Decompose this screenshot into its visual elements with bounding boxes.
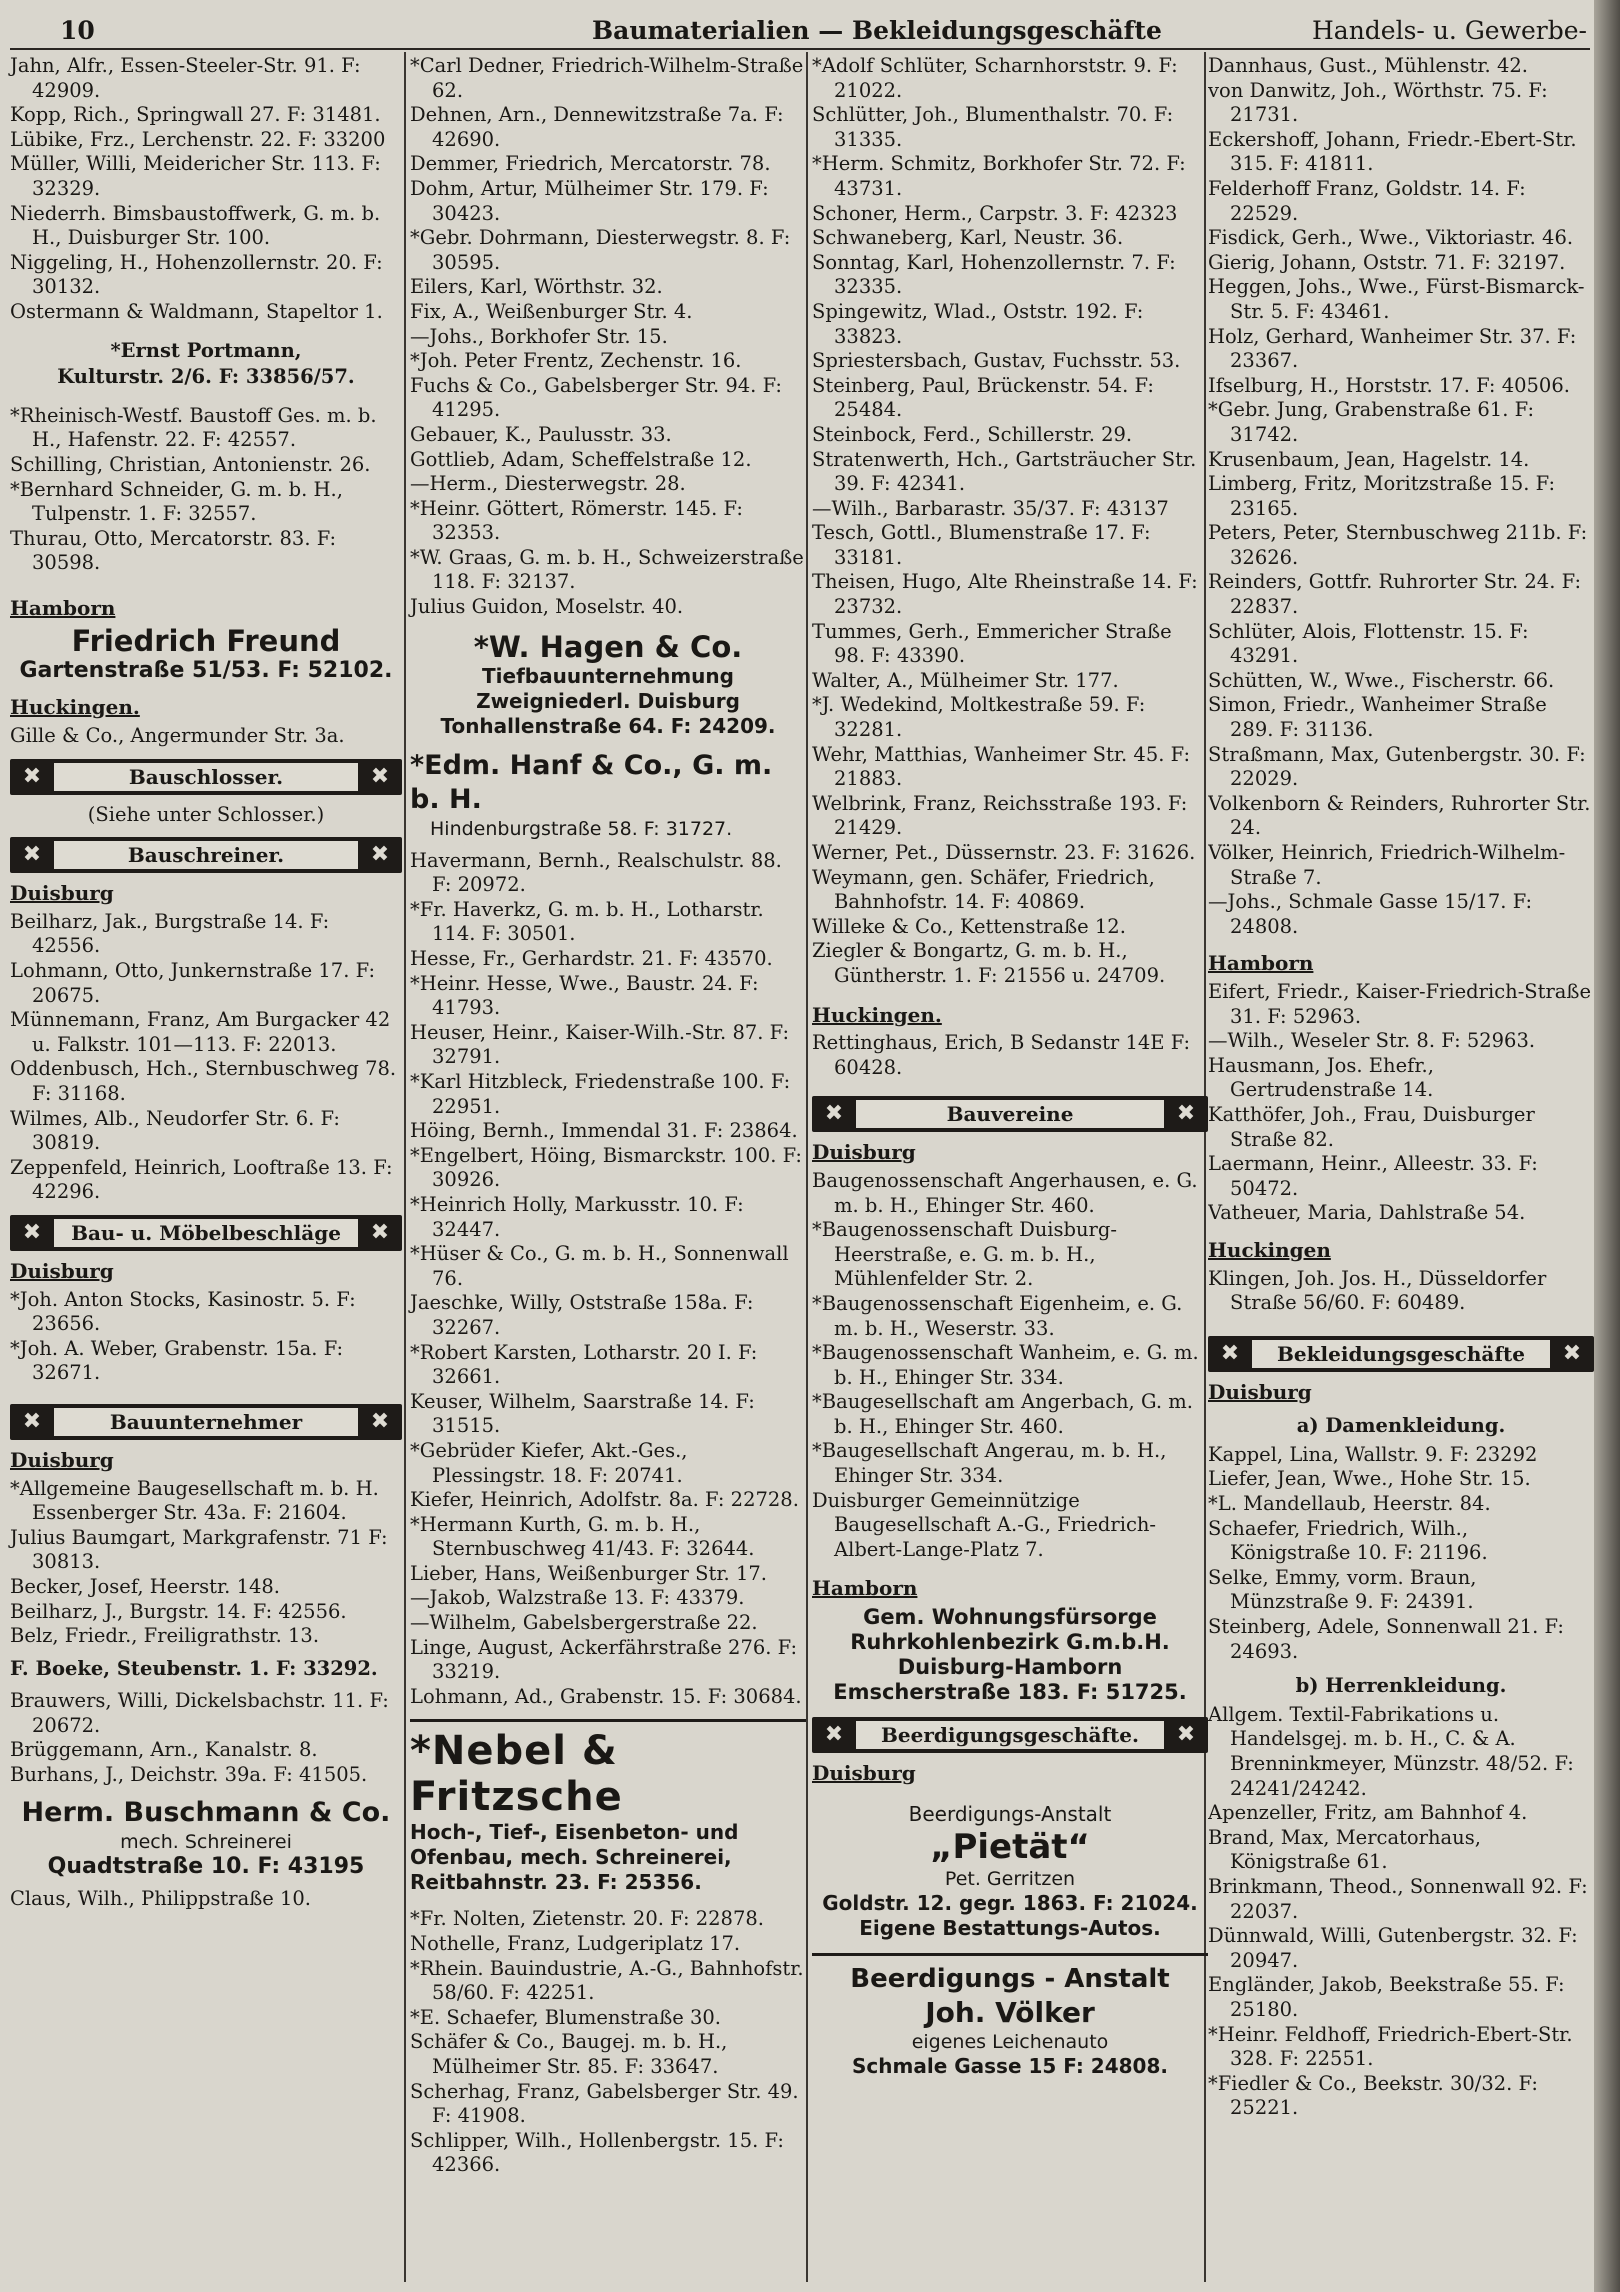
list-item: Schaefer, Friedrich, Wilh., Königstraße 10. F: 21196. (1208, 1516, 1488, 1565)
entry-list (10, 1288, 402, 1386)
list-item: Oddenbusch, Hch., Sternbuschweg 78. F: 31168. (10, 1057, 397, 1105)
ad-name: *W. Hagen & Co. (473, 629, 743, 664)
list-item: Lübike, Frz., Lerchenstr. 22. F: 33200 (10, 127, 386, 151)
entry-list (10, 1689, 402, 1787)
list-item: Julius Baumgart, Markgrafenstr. 71 F: 30813. (10, 1525, 388, 1574)
subsection-heading: a) Damenkleidung. (1296, 1414, 1506, 1438)
list-item: Brüggemann, Arn., Kanalstr. 8. (10, 1738, 318, 1762)
list-item: Ziegler & Bongartz, G. m. b. H., Güntherstr. 1. F: 21556 u. 24709. (812, 939, 1166, 987)
city-heading: Huckingen. (10, 695, 140, 720)
list-item: Höing, Bernh., Immendal 31. F: 23864. (410, 1119, 798, 1143)
list-item: Volkenborn & Reinders, Ruhrorter Str. 24. (1208, 791, 1591, 840)
list-item: —Wilh., Weseler Str. 8. F: 52963. (1208, 1029, 1536, 1053)
list-item: Becker, Josef, Heerstr. 148. (10, 1574, 280, 1598)
list-item: Schlütter, Joh., Blumenthalstr. 70. F: 31335. (812, 103, 1174, 151)
portmann-address: Kulturstr. 2/6. F: 33856/57. (57, 365, 355, 389)
section-title: Bekleidungsgeschäfte (1252, 1340, 1550, 1368)
list-item: —Wilh., Barbarastr. 35/37. F: 43137 (812, 496, 1169, 520)
list-item: *Fiedler & Co., Beekstr. 30/32. F: 25221. (1208, 2071, 1538, 2120)
list-item: Fuchs & Co., Gabelsberger Str. 94. F: 41295. (410, 373, 782, 422)
column-3 (812, 54, 1208, 2091)
ad-line: Zweigniederl. Duisburg (476, 688, 740, 713)
entry-list (10, 404, 402, 576)
list-item: —Johs., Schmale Gasse 15/17. F: 24808. (1208, 890, 1533, 938)
list-item: Jaeschke, Willy, Oststraße 158a. F: 32267. (410, 1291, 754, 1339)
section-header-beschlaege (10, 1215, 402, 1251)
list-item: *Joh. Peter Frentz, Zechenstr. 16. (410, 349, 742, 373)
list-item: Vatheuer, Maria, Dahlstraße 54. (1208, 1201, 1526, 1225)
section-title: Bauschreiner. (54, 841, 358, 869)
list-item: —Jakob, Walzstraße 13. F: 43379. (410, 1586, 745, 1610)
list-item: Simon, Friedr., Wanheimer Straße 289. F: 31136. (1208, 693, 1547, 742)
list-item: Claus, Wilh., Philippstraße 10. (10, 1886, 311, 1910)
ad-hagen (410, 630, 806, 739)
list-item: *Joh. A. Weber, Grabenstr. 15a. F: 32671. (10, 1336, 344, 1385)
ornament-icon: ✖ (370, 1408, 390, 1434)
list-item: *Adolf Schlüter, Scharnhorststr. 9. F: 21022. (812, 54, 1178, 102)
list-item: Allgem. Textil-Fabrikations u. Handelsgej. m. b. H., C. & A. Brenninkmeyer, Münzstr. 48/52. F: 24241/24242. (1208, 1702, 1574, 1800)
section-header-bauvereine (812, 1096, 1208, 1132)
list-item: Jahn, Alfr., Essen-Steeler-Str. 91. F: 42909. (10, 54, 361, 102)
list-item: *Heinr. Göttert, Römerstr. 145. F: 32353. (410, 496, 743, 545)
list-item: *Rheinisch-Westf. Baustoff Ges. m. b. H., Hafenstr. 22. F: 42557. (10, 403, 377, 452)
list-item: Gebauer, K., Paulusstr. 33. (410, 422, 672, 446)
list-item: Fix, A., Weißenburger Str. 4. (410, 299, 693, 323)
list-item: Peters, Peter, Sternbuschweg 211b. F: 32626. (1208, 521, 1588, 569)
list-item: Heggen, Johs., Wwe., Fürst-Bismarck-Str. 5. F: 43461. (1208, 275, 1585, 323)
list-item: Limberg, Fritz, Moritzstraße 15. F: 23165. (1208, 472, 1556, 520)
list-item: Eckershoff, Johann, Friedr.-Ebert-Str. 315. F: 41811. (1208, 127, 1577, 176)
ad-line: Tiefbauunternehmung (482, 663, 734, 688)
ad-name: „Pietät“ (930, 1826, 1090, 1867)
ad-address: Hindenburgstraße 58. F: 31727. (430, 817, 733, 840)
list-item: *Heinr. Feldhoff, Friedrich-Ebert-Str. 328. F: 22551. (1208, 2022, 1573, 2071)
ad-voelker (812, 1953, 1208, 2079)
list-item: Walter, A., Mülheimer Str. 177. (812, 668, 1119, 692)
running-title-right: Handels- u. Gewerbe- (1312, 16, 1587, 45)
list-item: Tesch, Gottl., Blumenstraße 17. F: 33181. (812, 521, 1151, 569)
ornament-icon: ✖ (22, 763, 42, 789)
list-item: *Fr. Haverkz, G. m. b. H., Lotharstr. 114. F: 30501. (410, 897, 764, 946)
list-item: Schlüter, Alois, Flottenstr. 15. F: 43291. (1208, 619, 1529, 668)
ad-name: Herm. Buschmann & Co. (21, 1796, 391, 1828)
list-item: Völker, Heinrich, Friedrich-Wilhelm-Straße 7. (1208, 841, 1566, 889)
entry-list (812, 1169, 1208, 1563)
list-item: Niederrh. Bimsbaustoffwerk, G. m. b. H., Duisburger Str. 100. (10, 201, 381, 250)
list-item: *Rhein. Bauindustrie, A.-G., Bahnhofstr. 58/60. F: 42251. (410, 1956, 804, 2005)
list-item: *Joh. Anton Stocks, Kasinostr. 5. F: 23656. (10, 1287, 356, 1336)
list-item: Niggeling, H., Hohenzollernstr. 20. F: 30132. (10, 250, 383, 299)
list-item: Wilmes, Alb., Neudorfer Str. 6. F: 30819. (10, 1106, 340, 1155)
entry-list (10, 54, 402, 325)
ad-line: Ruhrkohlenbezirk G.m.b.H. (850, 1630, 1170, 1655)
list-item: *Baugesellschaft Angerau, m. b. H., Ehinger Str. 334. (812, 1439, 1167, 1488)
list-item: Zeppenfeld, Heinrich, Looftraße 13. F: 42296. (10, 1155, 393, 1204)
entry-list (10, 1477, 402, 1649)
list-item: Keuser, Wilhelm, Saarstraße 14. F: 31515. (410, 1389, 755, 1438)
list-item: *Fr. Nolten, Zietenstr. 20. F: 22878. (410, 1907, 764, 1931)
list-item: Schütten, W., Wwe., Fischerstr. 66. (1208, 668, 1555, 692)
list-item: Hesse, Fr., Gerhardstr. 21. F: 43570. (410, 947, 773, 971)
list-item: Ostermann & Waldmann, Stapeltor 1. (10, 299, 383, 323)
cross-reference: (Siehe unter Schlosser.) (87, 802, 325, 826)
city-heading: Duisburg (812, 1140, 916, 1165)
list-item: Straßmann, Max, Gutenbergstr. 30. F: 22029. (1208, 742, 1586, 791)
section-title: Bau- u. Möbelbeschläge (54, 1219, 358, 1247)
list-item: von Danwitz, Joh., Wörthstr. 75. F: 21731. (1208, 78, 1548, 127)
ad-line: Emscherstraße 183. F: 51725. (833, 1680, 1187, 1705)
list-item: Welbrink, Franz, Reichsstraße 193. F: 21429. (812, 791, 1188, 840)
entry-list (410, 849, 806, 1710)
entry-list (410, 54, 806, 620)
list-item: Apenzeller, Fritz, am Bahnhof 4. (1208, 1801, 1528, 1825)
list-item: Brinkmann, Theod., Sonnenwall 92. F: 22037. (1208, 1874, 1588, 1923)
list-item: Kiefer, Heinrich, Adolfstr. 8a. F: 22728. (410, 1488, 799, 1512)
list-item: Eifert, Friedr., Kaiser-Friedrich-Straße 31. F: 52963. (1208, 979, 1592, 1028)
list-item: Kopp, Rich., Springwall 27. F: 31481. (10, 103, 381, 127)
city-heading: Duisburg (10, 881, 114, 906)
list-item: Baugenossenschaft Angerhausen, e. G. m. b. H., Ehinger Str. 460. (812, 1168, 1198, 1217)
entry-list (1208, 1703, 1594, 2121)
list-item: Lieber, Hans, Weißenburger Str. 17. (410, 1561, 767, 1585)
column-1 (10, 54, 402, 1911)
ad-line: Goldstr. 12. gegr. 1863. F: 21024. (822, 1890, 1198, 1915)
list-item: Gille & Co., Angermunder Str. 3a. (10, 724, 345, 748)
ornament-icon: ✖ (22, 842, 42, 868)
list-item: *Hermann Kurth, G. m. b. H., Sternbuschweg 41/43. F: 32644. (410, 1512, 755, 1561)
list-item: Brauwers, Willi, Dickelsbachstr. 11. F: 20672. (10, 1689, 389, 1737)
list-item: Dehnen, Arn., Dennewitzstraße 7a. F: 42690. (410, 103, 784, 151)
list-item: Felderhoff Franz, Goldstr. 14. F: 22529. (1208, 176, 1526, 225)
ad-buschmann (10, 1796, 402, 1879)
city-heading: Duisburg (10, 1447, 114, 1472)
list-item: Spingewitz, Wlad., Oststr. 192. F: 33823. (812, 299, 1144, 348)
list-item: Beilharz, Jak., Burgstraße 14. F: 42556. (10, 909, 330, 958)
ad-line: Schmale Gasse 15 F: 24808. (852, 2053, 1168, 2078)
section-header-bekleidung (1208, 1336, 1594, 1372)
list-item: *Hüser & Co., G. m. b. H., Sonnenwall 76. (410, 1242, 789, 1290)
subsection-heading: b) Herrenkleidung. (1295, 1674, 1507, 1698)
ad-name: *Nebel & Fritzsche (410, 1728, 623, 1821)
list-item: Beilharz, J., Burgstr. 14. F: 42556. (10, 1599, 347, 1623)
section-title: Bauvereine (856, 1100, 1164, 1128)
list-item: Werner, Pet., Düssernstr. 23. F: 31626. (812, 841, 1196, 864)
list-item: —Wilhelm, Gabelsbergerstraße 22. (410, 1611, 758, 1635)
list-item: *Baugenossenschaft Duisburg-Heerstraße, e. G. m. b. H., Mühlenfelder Str. 2. (812, 1218, 1117, 1291)
city-heading: Huckingen (1208, 1237, 1331, 1262)
list-item: Dannhaus, Gust., Mühlenstr. 42. (1208, 54, 1528, 77)
list-item: *Baugenossenschaft Eigenheim, e. G. m. b. H., Weserstr. 33. (812, 1291, 1183, 1340)
list-item: *Carl Dedner, Friedrich-Wilhelm-Straße 62. (410, 54, 804, 102)
list-item: Engländer, Jakob, Beekstraße 55. F: 25180. (1208, 1973, 1565, 2021)
entry-list (1208, 1443, 1594, 1664)
ornament-icon: ✖ (824, 1101, 844, 1127)
ornament-icon: ✖ (370, 1219, 390, 1245)
list-item: *Heinr. Hesse, Wwe., Baustr. 24. F: 41793. (410, 971, 759, 1020)
list-item: Demmer, Friedrich, Mercatorstr. 78. (410, 152, 771, 176)
city-heading: Hamborn (10, 595, 116, 620)
ad-line: Ofenbau, mech. Schreinerei, (410, 1845, 732, 1870)
list-item: Thurau, Otto, Mercatorstr. 83. F: 30598. (10, 526, 337, 575)
list-item: Selke, Emmy, vorm. Braun, Münzstraße 9. F: 24391. (1208, 1565, 1477, 1614)
list-item: Reinders, Gottfr. Ruhrorter Str. 24. F: 22837. (1208, 570, 1582, 619)
list-item: Tummes, Gerh., Emmericher Straße 98. F: 43390. (812, 619, 1172, 668)
page-number: 10 (60, 16, 95, 45)
ad-hanf (410, 749, 806, 841)
list-item: Sonntag, Karl, Hohenzollernstr. 7. F: 32335. (812, 250, 1176, 299)
ornament-icon: ✖ (1176, 1101, 1196, 1127)
list-item: Holz, Gerhard, Wanheimer Str. 37. F: 23367. (1208, 324, 1577, 373)
list-item: Krusenbaum, Jean, Hagelstr. 14. (1208, 447, 1530, 471)
list-item: Katthöfer, Joh., Frau, Duisburger Straße 82. (1208, 1102, 1535, 1151)
list-item: *Gebr. Jung, Grabenstraße 61. F: 31742. (1208, 398, 1535, 446)
city-heading: Hamborn (812, 1576, 918, 1601)
list-item: Theisen, Hugo, Alte Rheinstraße 14. F: 23732. (812, 570, 1198, 619)
list-item: *Robert Karsten, Lotharstr. 20 I. F: 32661. (410, 1340, 758, 1389)
ad-nebel-fritzsche (410, 1719, 806, 1895)
page-edge-shadow (1594, 0, 1620, 2292)
list-item: *W. Graas, G. m. b. H., Schweizerstraße 118. F: 32137. (410, 545, 804, 594)
ornament-icon: ✖ (1176, 1722, 1196, 1748)
ad-line: Eigene Bestattungs-Autos. (859, 1915, 1161, 1940)
ornament-icon: ✖ (824, 1722, 844, 1748)
list-item: *Herm. Schmitz, Borkhofer Str. 72. F: 43731. (812, 152, 1186, 200)
list-item: Schlipper, Wilh., Hollenbergstr. 15. F: 42366. (410, 2128, 784, 2177)
list-item: Liefer, Jean, Wwe., Hohe Str. 15. (1208, 1467, 1531, 1491)
city-heading: Duisburg (812, 1761, 916, 1786)
list-item: Schäfer & Co., Baugej. m. b. H., Mülheimer Str. 85. F: 33647. (410, 2030, 728, 2078)
ad-name: *Edm. Hanf & Co., G. m. b. H. (410, 749, 773, 815)
ad-address: Gartenstraße 51/53. F: 52102. (19, 658, 393, 684)
list-item: Willeke & Co., Kettenstraße 12. (812, 914, 1126, 938)
section-title: Beerdigungsgeschäfte. (856, 1721, 1164, 1749)
list-item: Burhans, J., Deichstr. 39a. F: 41505. (10, 1763, 368, 1787)
list-item: Gottlieb, Adam, Scheffelstraße 12. (410, 447, 752, 471)
list-item: Münnemann, Franz, Am Burgacker 42 u. Falkstr. 101—113. F: 22013. (10, 1008, 391, 1056)
list-item: *Allgemeine Baugesellschaft m. b. H. Essenberger Str. 43a. F: 21604. (10, 1476, 379, 1525)
entry-list (10, 910, 402, 1205)
list-item: Julius Guidon, Moselstr. 40. (410, 595, 684, 619)
city-heading: Hamborn (1208, 951, 1314, 976)
list-item: *L. Mandellaub, Heerstr. 84. (1208, 1492, 1491, 1516)
column-2 (410, 54, 806, 2178)
list-item: *J. Wedekind, Moltkestraße 59. F: 32281. (812, 693, 1146, 742)
list-item: Duisburger Gemeinnützige Baugesellschaft A.-G., Friedrich-Albert-Lange-Platz 7. (812, 1488, 1157, 1561)
list-item: Spriestersbach, Gustav, Fuchsstr. 53. (812, 349, 1181, 373)
section-header-bauunternehmer (10, 1404, 402, 1440)
list-item: Gierig, Johann, Oststr. 71. F: 32197. (1208, 250, 1566, 274)
column-divider (806, 52, 808, 2282)
column-divider (404, 52, 406, 2282)
list-item: *Baugenossenschaft Wanheim, e. G. m. b. H., Ehinger Str. 334. (812, 1341, 1199, 1389)
list-item: Stratenwerth, Hch., Gartsträucher Str. 39. F: 42341. (812, 447, 1197, 496)
ad-line: eigenes Leichenauto (911, 2030, 1109, 2053)
ad-name: Joh. Völker (925, 1995, 1095, 2029)
ad-wohnungsfuersorge (812, 1605, 1208, 1705)
list-item: Klingen, Joh. Jos. H., Düsseldorfer Straße 56/60. F: 60489. (1208, 1266, 1547, 1315)
list-item: Weymann, gen. Schäfer, Friedrich, Bahnhofstr. 14. F: 40869. (812, 865, 1155, 914)
ad-line: Tonhallenstraße 64. F: 24209. (440, 713, 776, 738)
section-header-bauschreiner (10, 837, 402, 873)
list-item: *Karl Hitzbleck, Friedenstraße 100. F: 22951. (410, 1070, 791, 1118)
entry-list (1208, 54, 1594, 939)
ornament-icon: ✖ (1220, 1340, 1240, 1366)
ad-line: Beerdigungs - Anstalt (850, 1963, 1170, 1994)
list-item: Steinbock, Ferd., Schillerstr. 29. (812, 422, 1133, 446)
list-item: Steinberg, Paul, Brückenstr. 54. F: 25484. (812, 373, 1154, 422)
ad-subtitle: mech. Schreinerei (120, 1830, 292, 1853)
ornament-icon: ✖ (1562, 1340, 1582, 1366)
list-item: Lohmann, Otto, Junkernstraße 17. F: 20675. (10, 959, 376, 1007)
ad-line: Hoch-, Tief-, Eisenbeton- und (410, 1820, 739, 1845)
list-item: *Baugesellschaft am Angerbach, G. m. b. H., Ehinger Str. 460. (812, 1390, 1193, 1438)
list-item: Heuser, Heinr., Kaiser-Wilh.-Str. 87. F: 32791. (410, 1020, 790, 1069)
list-item: Hausmann, Jos. Ehefr., Gertrudenstraße 14. (1208, 1053, 1434, 1102)
list-item: *Engelbert, Höing, Bismarckstr. 100. F: 30926. (410, 1143, 802, 1192)
list-item: Kappel, Lina, Wallstr. 9. F: 23292 (1208, 1442, 1538, 1466)
list-item: *E. Schaefer, Blumenstraße 30. (410, 2005, 722, 2029)
list-item: *Heinrich Holly, Markusstr. 10. F: 32447. (410, 1192, 744, 1241)
list-item: Scherhag, Franz, Gabelsberger Str. 49. F: 41908. (410, 2079, 799, 2128)
list-item: Nothelle, Franz, Ludgeriplatz 17. (410, 1932, 741, 1956)
entry-list (812, 54, 1208, 989)
list-item: Eilers, Karl, Wörthstr. 32. (410, 275, 663, 299)
ad-line: Pet. Gerritzen (944, 1867, 1076, 1890)
ad-name: Friedrich Freund (71, 624, 341, 659)
list-item: Laermann, Heinr., Alleestr. 33. F: 50472. (1208, 1152, 1538, 1200)
list-item: F. Boeke, Steubenstr. 1. F: 33292. (10, 1656, 378, 1680)
section-header-bauschlosser (10, 759, 402, 795)
list-item: Wehr, Matthias, Wanheimer Str. 45. F: 21883. (812, 742, 1191, 791)
city-heading: Duisburg (10, 1258, 114, 1283)
running-title: Baumaterialien — Bekleidungsgeschäfte (592, 16, 1162, 45)
list-item: *Bernhard Schneider, G. m. b. H., Tulpenstr. 1. F: 32557. (10, 477, 343, 526)
entry-list (410, 1907, 806, 2178)
list-item: Linge, August, Ackerfährstraße 276. F: 33219. (410, 1635, 798, 1684)
list-item: Rettinghaus, Erich, B Sedanstr 14E F: 60428. (812, 1031, 1191, 1079)
list-item: Schoner, Herm., Carpstr. 3. F: 42323 (812, 201, 1178, 225)
list-item: Fisdick, Gerh., Wwe., Viktoriastr. 46. (1208, 226, 1574, 250)
section-title: Bauunternehmer (54, 1408, 358, 1436)
ad-line: Duisburg-Hamborn (897, 1655, 1123, 1680)
list-item: Lohmann, Ad., Grabenstr. 15. F: 30684. (410, 1684, 802, 1708)
list-item: —Johs., Borkhofer Str. 15. (410, 324, 668, 348)
section-title: Bauschlosser. (54, 763, 358, 791)
list-item: Müller, Willi, Meidericher Str. 113. F: 32329. (10, 152, 381, 200)
list-item: Schilling, Christian, Antonienstr. 26. (10, 452, 371, 476)
ad-address: Quadtstraße 10. F: 43195 (47, 1853, 365, 1879)
section-header-beerdigung (812, 1717, 1208, 1753)
ornament-icon: ✖ (22, 1219, 42, 1245)
ornament-icon: ✖ (370, 763, 390, 789)
list-item: —Herm., Diesterwegstr. 28. (410, 472, 686, 496)
list-item: Belz, Friedr., Freiligrathstr. 13. (10, 1624, 320, 1648)
list-item: Brand, Max, Mercatorhaus, Königstraße 61. (1208, 1825, 1481, 1874)
ornament-icon: ✖ (22, 1408, 42, 1434)
ad-line: Beerdigungs-Anstalt (908, 1801, 1112, 1826)
ad-pietaet (812, 1802, 1208, 1941)
list-item: Steinberg, Adele, Sonnenwall 21. F: 24693. (1208, 1615, 1564, 1663)
city-heading: Huckingen. (812, 1002, 942, 1027)
ad-line: Reitbahnstr. 23. F: 25356. (410, 1870, 702, 1895)
list-item: Dünnwald, Willi, Gutenbergstr. 32. F: 20947. (1208, 1924, 1578, 1972)
ornament-icon: ✖ (370, 842, 390, 868)
list-item: Ifselburg, H., Horststr. 17. F: 40506. (1208, 373, 1570, 397)
city-heading: Duisburg (1208, 1379, 1312, 1404)
list-item: Havermann, Bernh., Realschulstr. 88. F: 20972. (410, 848, 782, 897)
ad-friedrich-freund (10, 624, 402, 683)
list-item: *Gebrüder Kiefer, Akt.-Ges., Plessingstr. 18. F: 20741. (410, 1438, 688, 1487)
column-4 (1208, 54, 1594, 2121)
list-item: Dohm, Artur, Mülheimer Str. 179. F: 30423. (410, 176, 769, 225)
header-rule (10, 48, 1590, 50)
ad-line: Gem. Wohnungsfürsorge (863, 1605, 1157, 1630)
list-item: *Gebr. Dohrmann, Diesterwegstr. 8. F: 30595. (410, 226, 791, 274)
portmann-name: *Ernst Portmann, (110, 338, 302, 362)
list-item: Schwaneberg, Karl, Neustr. 36. (812, 226, 1124, 250)
entry-list (1208, 980, 1594, 1226)
